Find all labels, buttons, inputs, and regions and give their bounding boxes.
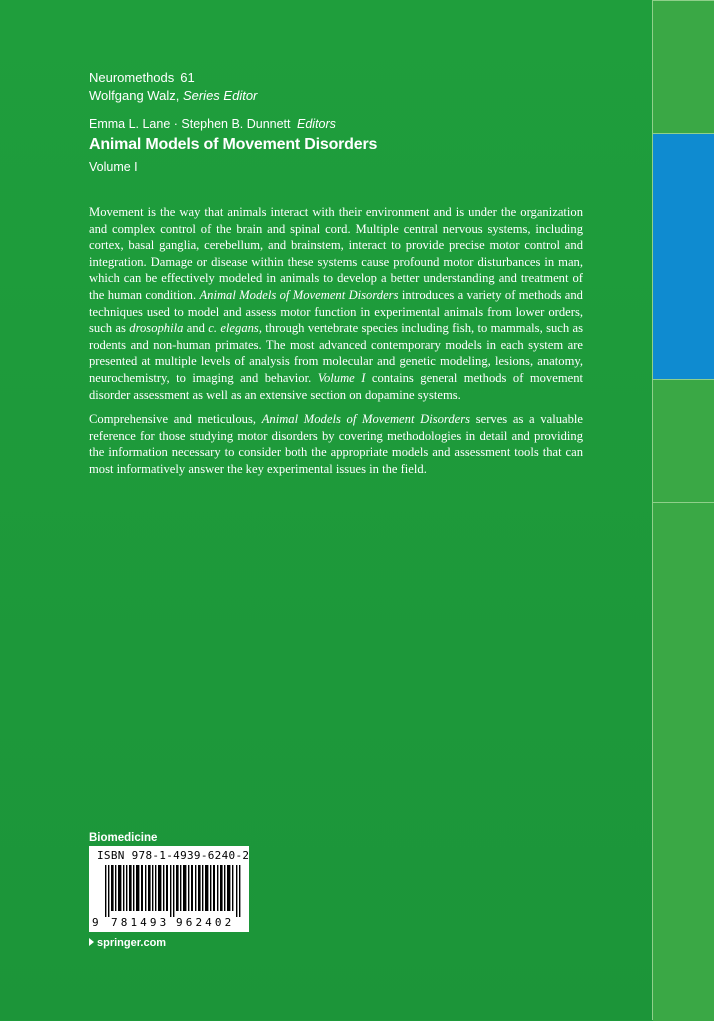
series-editor-line (89, 87, 257, 105)
editor-names: Emma L. Lane · Stephen B. Dunnett (89, 117, 291, 131)
series-info (89, 69, 257, 105)
desc-species: c. elegans (208, 321, 259, 336)
stripe-segment-bottom (653, 502, 714, 1021)
desc-volume: Volume I (317, 370, 366, 385)
stripe-segment-middle (653, 379, 714, 503)
desc-text: Comprehensive and meticulous, (89, 412, 257, 427)
stripe-segment-top (653, 0, 714, 134)
website-link[interactable]: springer.com (97, 937, 167, 949)
triangle-right-icon (89, 938, 94, 946)
cover-side-stripe (652, 0, 714, 1020)
series-number: 61 (180, 70, 195, 85)
desc-book-title: Animal Models of Movement Disorders (199, 287, 399, 302)
desc-species: drosophila (129, 321, 184, 336)
editors-role: Editors (297, 117, 336, 131)
series-editor-name: Wolfgang Walz, (89, 88, 180, 103)
barcode-lead-digit: 9 (92, 916, 99, 929)
book-volume: Volume I (89, 160, 138, 174)
series-name: Neuromethods (89, 70, 175, 85)
barcode-icon (105, 865, 241, 917)
desc-text: contains general methods of movement disorder assessment as well as an extensive section on dopamine systems. (89, 370, 583, 402)
description-paragraph-1 (89, 204, 583, 403)
isbn-label: ISBN 978-1-4939-6240-2 (97, 849, 250, 862)
desc-text: introduces a variety of methods and techniques used to model and assess motor function in experimental animals from lower orders, such as (89, 287, 583, 336)
isbn-barcode (89, 846, 249, 932)
desc-text: serves as a valuable reference for those studying motor disorders by covering methodologies in detail and providing the information necessary to consider both the appropriate models and assessment tools that can most informatively answer the key experimental issues in the field. (89, 412, 583, 476)
subject-category: Biomedicine (89, 832, 158, 844)
desc-book-title: Animal Models of Movement Disorders (261, 412, 471, 427)
barcode-left-digits: 781493 (111, 916, 170, 929)
barcode-right-digits: 962402 (176, 916, 235, 929)
publisher-website[interactable] (89, 936, 166, 950)
desc-text: , through vertebrate species including fish, to mammals, such as rodents and non-human primates. The most advanced contemporary models in each system are presented at multiple levels of analysis from molecular and genetic modeling, lesions, anatomy, neurochemistry, to imaging and behavior. (89, 321, 583, 385)
book-editors (89, 115, 336, 133)
desc-text: Movement is the way that animals interact with their environment and is under the organization and complex control of the brain and spinal cord. Multiple central nervous systems, including cortex, basal ganglia, cerebellum, and brainstem, interact to provide precise motor control and integration. Damage or disease within these systems cause profound motor disturbances in man, which can be effectively modeled in animals to develop a better understanding and treatment of the human condition. (89, 205, 583, 302)
book-title: Animal Models of Movement Disorders (89, 136, 378, 153)
desc-text: and (186, 321, 205, 336)
series-editor-role: Series Editor (182, 88, 258, 103)
stripe-segment-accent (653, 133, 714, 380)
book-description (89, 204, 583, 486)
description-paragraph-2 (89, 411, 583, 477)
series-line (89, 69, 257, 87)
